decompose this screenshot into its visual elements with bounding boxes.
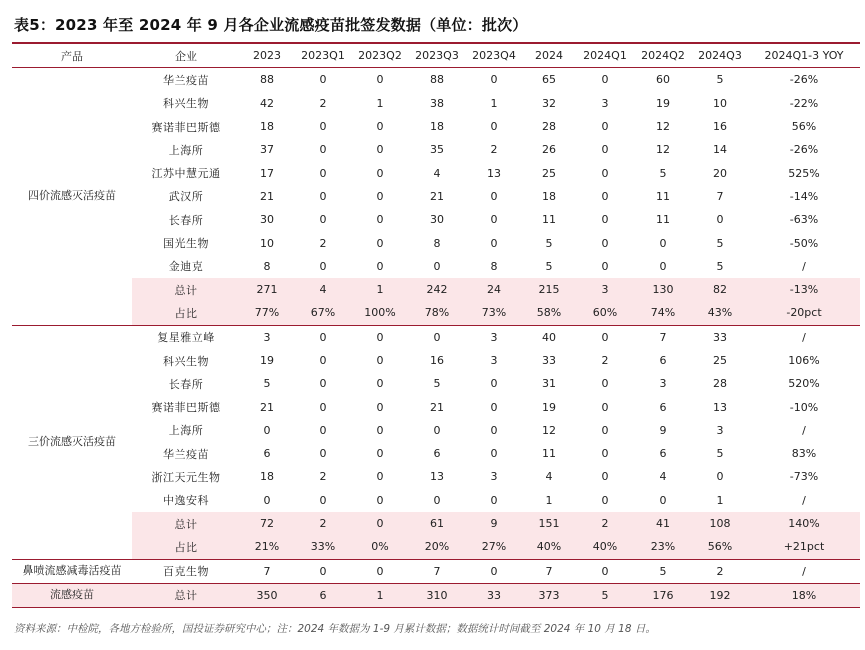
value-cell: 6 (294, 583, 352, 607)
value-cell: 0 (576, 559, 634, 583)
value-cell: 19 (656, 96, 670, 110)
value-cell: 24 (466, 278, 522, 301)
value-cell: 0 (352, 559, 408, 583)
value-cell: 0 (319, 120, 327, 134)
value-cell: 11 (656, 189, 670, 203)
value-cell: 5 (545, 259, 553, 273)
value-cell: 4 (294, 278, 352, 301)
value-cell: 72 (240, 512, 294, 535)
value-cell: 1 (490, 96, 498, 110)
value-cell: 0 (716, 470, 724, 484)
value-cell: 82 (692, 278, 748, 301)
header-cell: 2024Q2 (634, 44, 692, 68)
company-cell: 浙江天元生物 (151, 470, 221, 484)
value-cell: 0 (490, 400, 498, 414)
value-cell: 5 (716, 447, 724, 461)
table-row (12, 185, 860, 208)
value-cell: -13% (748, 278, 860, 301)
value-cell: 0 (601, 423, 609, 437)
value-cell: 20% (408, 535, 466, 559)
value-cell: 21 (260, 400, 274, 414)
value-cell: 0 (490, 189, 498, 203)
company-cell: 占比 (132, 301, 240, 325)
value-cell: 0 (601, 400, 609, 414)
company-cell: 华兰疫苗 (163, 73, 209, 87)
value-cell: -73% (789, 470, 819, 484)
value-cell: 0 (376, 400, 384, 414)
value-cell: 0 (376, 259, 384, 273)
value-cell: 0 (601, 120, 609, 134)
value-cell: 3 (263, 330, 271, 344)
value-cell: 0 (319, 493, 327, 507)
value-cell: 30 (260, 213, 274, 227)
value-cell: 21 (260, 189, 274, 203)
value-cell: 0 (490, 213, 498, 227)
value-cell: 19 (542, 400, 556, 414)
table-row (12, 208, 860, 231)
value-cell: 40 (542, 330, 556, 344)
value-cell: 242 (408, 278, 466, 301)
value-cell: 4 (659, 470, 667, 484)
value-cell: 18 (430, 120, 444, 134)
value-cell: 0 (319, 73, 327, 87)
value-cell: 0 (263, 423, 271, 437)
value-cell: 350 (240, 583, 294, 607)
value-cell: 0 (601, 447, 609, 461)
value-cell: 2 (319, 96, 327, 110)
value-cell: 5 (433, 377, 441, 391)
value-cell: 88 (430, 73, 444, 87)
value-cell: -26% (789, 73, 819, 87)
value-cell: 192 (692, 583, 748, 607)
value-cell: -20pct (748, 301, 860, 325)
value-cell: 4 (545, 470, 553, 484)
value-cell: 2 (319, 470, 327, 484)
value-cell: / (802, 493, 806, 507)
value-cell: 78% (408, 301, 466, 325)
company-cell: 科兴生物 (163, 354, 209, 368)
value-cell: 0 (376, 120, 384, 134)
company-cell: 中逸安科 (163, 494, 209, 508)
value-cell: 17 (260, 166, 274, 180)
value-cell: 19 (260, 354, 274, 367)
value-cell: 0 (376, 166, 384, 180)
value-cell: 3 (490, 470, 498, 484)
company-cell: 复星雅立峰 (157, 331, 215, 345)
table-row (12, 559, 860, 583)
value-cell: 1 (376, 96, 384, 110)
value-cell: 3 (601, 96, 609, 110)
value-cell: 0 (659, 259, 667, 273)
value-cell: 3 (490, 330, 498, 344)
value-cell: -26% (789, 143, 819, 157)
value-cell: 41 (634, 512, 692, 535)
header-cell: 产品 (12, 44, 132, 68)
value-cell: 25 (713, 354, 727, 367)
value-cell: 26 (542, 143, 556, 157)
value-cell: 42 (260, 96, 274, 110)
value-cell: 37 (260, 143, 274, 157)
value-cell: 18% (748, 583, 860, 607)
table-row (12, 255, 860, 278)
header-cell: 2023Q2 (352, 44, 408, 68)
value-cell: 21% (240, 535, 294, 559)
company-cell: 国光生物 (163, 237, 209, 251)
header-cell: 2024 (522, 44, 576, 68)
value-cell: / (802, 330, 806, 344)
value-cell: 5 (263, 377, 271, 391)
value-cell: 16 (713, 120, 727, 134)
value-cell: 0 (659, 493, 667, 507)
value-cell: 100% (352, 301, 408, 325)
company-cell: 长春所 (168, 213, 204, 227)
value-cell: 0 (601, 377, 609, 391)
value-cell: 32 (542, 96, 556, 110)
value-cell: 0 (319, 330, 327, 344)
header-cell: 2023Q3 (408, 44, 466, 68)
table-row (12, 465, 860, 488)
value-cell: 0% (352, 535, 408, 559)
value-cell: 27% (466, 535, 522, 559)
value-cell: 0 (466, 559, 522, 583)
value-cell: 1 (352, 278, 408, 301)
table-row (12, 512, 860, 535)
value-cell: 0 (490, 493, 498, 507)
value-cell: 0 (601, 493, 609, 507)
value-cell: 0 (376, 423, 384, 437)
value-cell: 0 (319, 423, 327, 437)
value-cell: 0 (319, 377, 327, 391)
value-cell: 60% (576, 301, 634, 325)
header-row (12, 44, 860, 68)
value-cell: 33 (466, 583, 522, 607)
value-cell: 0 (601, 330, 609, 344)
value-cell: 0 (490, 120, 498, 134)
value-cell: 0 (490, 236, 498, 250)
table-row (12, 115, 860, 138)
value-cell: 5 (716, 236, 724, 250)
value-cell: -50% (789, 236, 819, 250)
value-cell: 12 (656, 120, 670, 134)
value-cell: 16 (430, 354, 444, 367)
value-cell: 3 (490, 354, 498, 367)
value-cell: 25 (542, 166, 556, 180)
value-cell: / (748, 559, 860, 583)
table-row (12, 349, 860, 372)
value-cell: 0 (376, 447, 384, 461)
value-cell: 0 (376, 213, 384, 227)
value-cell: 0 (319, 143, 327, 157)
value-cell: 56% (791, 120, 817, 134)
company-cell: 华兰疫苗 (163, 447, 209, 461)
value-cell: 31 (542, 377, 556, 391)
value-cell: 61 (408, 512, 466, 535)
value-cell: 58% (522, 301, 576, 325)
value-cell: 10 (713, 96, 727, 110)
value-cell: 21 (430, 189, 444, 203)
value-cell: 0 (601, 236, 609, 250)
table-row (12, 489, 860, 512)
table-row (12, 68, 860, 92)
company-cell: 上海所 (168, 143, 204, 157)
value-cell: 0 (601, 143, 609, 157)
table-row (12, 161, 860, 184)
table-row (12, 442, 860, 465)
value-cell: 0 (376, 236, 384, 250)
company-cell: 总计 (132, 278, 240, 301)
table-row (12, 301, 860, 325)
value-cell: 130 (634, 278, 692, 301)
value-cell: 271 (240, 278, 294, 301)
value-cell: 0 (376, 73, 384, 87)
value-cell: 0 (490, 377, 498, 391)
value-cell: 2 (294, 512, 352, 535)
value-cell: 2 (692, 559, 748, 583)
value-cell: 1 (352, 583, 408, 607)
value-cell: 7 (240, 559, 294, 583)
table-row (12, 372, 860, 395)
value-cell: 5 (716, 259, 724, 273)
value-cell: 9 (659, 423, 667, 437)
value-cell: 3 (716, 423, 724, 437)
value-cell: / (802, 259, 806, 273)
value-cell: 12 (656, 143, 670, 157)
header-cell: 2023Q1 (294, 44, 352, 68)
value-cell: 20 (713, 166, 727, 180)
value-cell: +21pct (748, 535, 860, 559)
value-cell: 33% (294, 535, 352, 559)
value-cell: 83% (791, 447, 817, 461)
value-cell: 7 (716, 189, 724, 203)
company-cell: 百克生物 (132, 559, 240, 583)
value-cell: 7 (408, 559, 466, 583)
value-cell: 0 (319, 400, 327, 414)
value-cell: 310 (408, 583, 466, 607)
value-cell: 3 (659, 377, 667, 391)
value-cell: 6 (659, 354, 667, 367)
product-cell: 三价流感灭活疫苗 (12, 325, 132, 559)
company-cell: 科兴生物 (163, 97, 209, 111)
value-cell: 108 (692, 512, 748, 535)
value-cell: 33 (713, 330, 727, 344)
value-cell: 1 (545, 493, 553, 507)
value-cell: 6 (263, 447, 271, 461)
company-cell: 赛诺菲巴斯德 (151, 120, 221, 134)
value-cell: 77% (240, 301, 294, 325)
value-cell: 40% (522, 535, 576, 559)
company-cell: 占比 (132, 535, 240, 559)
header-cell: 2023Q4 (466, 44, 522, 68)
value-cell: 215 (522, 278, 576, 301)
value-cell: 65 (542, 73, 556, 87)
header-cell: 企业 (132, 44, 240, 68)
value-cell: -10% (789, 400, 819, 414)
value-cell: 38 (430, 96, 444, 110)
header-cell: 2024Q3 (692, 44, 748, 68)
value-cell: 14 (713, 143, 727, 157)
company-cell: 武汉所 (168, 190, 204, 204)
table-row (12, 325, 860, 349)
value-cell: 28 (713, 377, 727, 391)
value-cell: -14% (789, 189, 819, 203)
value-cell: 11 (542, 213, 556, 227)
table-row (12, 535, 860, 559)
value-cell: 0 (490, 423, 498, 437)
value-cell: 0 (319, 447, 327, 461)
value-cell: 5 (545, 236, 553, 250)
value-cell: 30 (430, 213, 444, 227)
value-cell: 0 (601, 166, 609, 180)
value-cell: 7 (522, 559, 576, 583)
company-cell: 长春所 (168, 377, 204, 391)
value-cell: 0 (376, 377, 384, 391)
value-cell: 18 (260, 470, 274, 484)
table-row (12, 278, 860, 301)
value-cell: 373 (522, 583, 576, 607)
value-cell: 33 (542, 354, 556, 367)
value-cell: 0 (601, 259, 609, 273)
value-cell: 176 (634, 583, 692, 607)
company-cell: 赛诺菲巴斯德 (151, 401, 221, 415)
value-cell: 73% (466, 301, 522, 325)
value-cell: 0 (433, 330, 441, 344)
value-cell: 0 (376, 493, 384, 507)
table-body (12, 68, 860, 608)
product-cell: 四价流感灭活疫苗 (12, 68, 132, 325)
value-cell: 2 (601, 354, 609, 367)
value-cell: 0 (294, 559, 352, 583)
value-cell: 11 (656, 213, 670, 227)
value-cell: 43% (692, 301, 748, 325)
value-cell: 23% (634, 535, 692, 559)
company-cell: 金迪克 (168, 260, 204, 274)
value-cell: 5 (716, 73, 724, 87)
value-cell: 0 (263, 493, 271, 507)
table-row (12, 583, 860, 607)
value-cell: 0 (376, 143, 384, 157)
header-cell: 2024Q1-3 YOY (748, 44, 860, 68)
value-cell: 0 (716, 213, 724, 227)
value-cell: 0 (433, 259, 441, 273)
value-cell: 18 (542, 189, 556, 203)
value-cell: 8 (263, 259, 271, 273)
value-cell: 0 (319, 189, 327, 203)
batch-release-table (12, 44, 860, 608)
value-cell: 151 (522, 512, 576, 535)
value-cell: 3 (576, 278, 634, 301)
value-cell: 0 (490, 73, 498, 87)
value-cell: 0 (376, 470, 384, 484)
value-cell: 5 (576, 583, 634, 607)
value-cell: 2 (319, 236, 327, 250)
value-cell: -22% (789, 96, 819, 110)
table-row (12, 395, 860, 418)
table-row (12, 138, 860, 161)
value-cell: 0 (601, 73, 609, 87)
value-cell: 67% (294, 301, 352, 325)
value-cell: -63% (789, 213, 819, 227)
value-cell: 0 (601, 189, 609, 203)
company-cell: 总计 (132, 512, 240, 535)
value-cell: 40% (576, 535, 634, 559)
value-cell: 0 (319, 213, 327, 227)
value-cell: 28 (542, 120, 556, 134)
value-cell: 4 (433, 166, 441, 180)
value-cell: 0 (376, 354, 384, 367)
value-cell: 13 (487, 166, 501, 180)
value-cell: 13 (713, 400, 727, 414)
value-cell: 0 (319, 354, 327, 367)
value-cell: 8 (490, 259, 498, 273)
product-cell: 流感疫苗 (12, 583, 132, 607)
value-cell: 35 (430, 143, 444, 157)
value-cell: 88 (260, 73, 274, 87)
value-cell: 0 (490, 447, 498, 461)
value-cell: 18 (260, 120, 274, 134)
value-cell: 0 (319, 259, 327, 273)
value-cell: 11 (542, 447, 556, 461)
value-cell: 0 (601, 213, 609, 227)
value-cell: 0 (319, 166, 327, 180)
value-cell: 13 (430, 470, 444, 484)
company-cell: 上海所 (168, 424, 204, 438)
value-cell: 7 (659, 330, 667, 344)
value-cell: 6 (659, 400, 667, 414)
value-cell: 10 (260, 236, 274, 250)
value-cell: 8 (433, 236, 441, 250)
value-cell: 0 (376, 330, 384, 344)
value-cell: 6 (659, 447, 667, 461)
value-cell: 1 (716, 493, 724, 507)
value-cell: 0 (433, 493, 441, 507)
value-cell: 0 (376, 189, 384, 203)
value-cell: 140% (748, 512, 860, 535)
value-cell: / (802, 423, 806, 437)
value-cell: 2 (576, 512, 634, 535)
value-cell: 0 (352, 512, 408, 535)
value-cell: 12 (542, 423, 556, 437)
table-row (12, 92, 860, 115)
table-row (12, 231, 860, 254)
table-title: 表5：2023 年至 2024 年 9 月各企业流感疫苗批签发数据（单位：批次） (14, 16, 528, 34)
value-cell: 0 (659, 236, 667, 250)
value-cell: 21 (430, 400, 444, 414)
value-cell: 106% (788, 354, 820, 367)
company-cell: 总计 (132, 583, 240, 607)
value-cell: 56% (692, 535, 748, 559)
header-cell: 2024Q1 (576, 44, 634, 68)
value-cell: 525% (788, 166, 820, 180)
value-cell: 5 (659, 166, 667, 180)
product-cell: 鼻喷流感减毒活疫苗 (12, 559, 132, 583)
table-row (12, 419, 860, 442)
source-note: 资料来源：中检院，各地方检验所，国投证券研究中心；注：2024 年数据为 1-9 月累计数据；数据统计时间截至 2024 年 10 月 18 日。 (14, 623, 656, 635)
value-cell: 9 (466, 512, 522, 535)
value-cell: 0 (433, 423, 441, 437)
value-cell: 2 (490, 143, 498, 157)
value-cell: 60 (656, 73, 670, 87)
value-cell: 0 (601, 470, 609, 484)
header-cell: 2023 (240, 44, 294, 68)
value-cell: 520% (788, 377, 820, 391)
value-cell: 74% (634, 301, 692, 325)
value-cell: 5 (634, 559, 692, 583)
value-cell: 6 (433, 447, 441, 461)
company-cell: 江苏中慧元通 (151, 167, 221, 181)
